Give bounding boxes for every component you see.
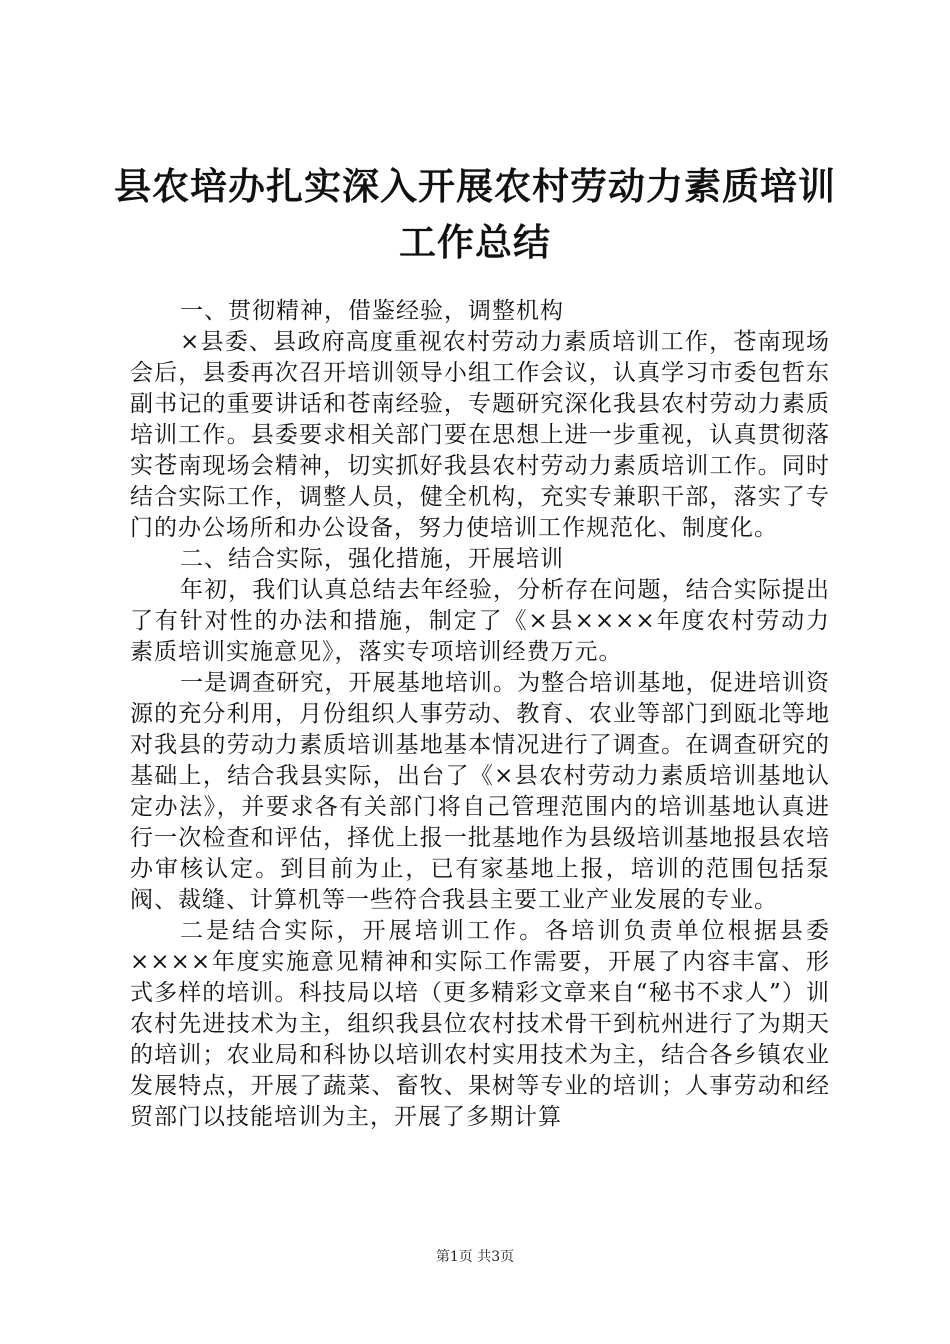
document-title: 县农培办扎实深入开展农村劳动力素质培训工作总结	[114, 164, 836, 264]
section-heading-2: 二、结合实际，强化措施，开展培训	[180, 546, 564, 572]
document-body	[130, 296, 830, 1133]
paragraph: 一是调查研究，开展基地培训。为整合培训基地，促进培训资源的充分利用，月份组织人事劳动、教育、农业等部门到瓯北等地对我县的劳动力素质培训基地基本情况进行了调查。在调查研究的基础上，结合我县实际，出台了《×县农村劳动力素质培训基地认定办法》，并要求各有关部门将自己管理范围内的培训基地认真进行一次检查和评估，择优上报一批基地作为县级培训基地报县农培办审核认定。到目前为止，已有家基地上报，培训的范围包括泵阀、裁缝、计算机等一些符合我县主要工业产业发展的专业。	[130, 670, 830, 913]
paragraph: 二是结合实际，开展培训工作。各培训负责单位根据县委××××年度实施意见精神和实际工作需要，开展了内容丰富、形式多样的培训。科技局以培（更多精彩文章来自“秘书不求人”）训农村先进技术为主，组织我县位农村技术骨干到杭州进行了为期天的培训；农业局和科协以培训农村实用技术为主，结合各乡镇农业发展特点，开展了蔬菜、畜牧、果树等专业的培训；人事劳动和经贸部门以技能培训为主，开展了多期计算	[130, 918, 830, 1130]
paragraph: ×县委、县政府高度重视农村劳动力素质培训工作，苍南现场会后，县委再次召开培训领导小组工作会议，认真学习市委包哲东副书记的重要讲话和苍南经验，专题研究深化我县农村劳动力素质培训工作。县委要求相关部门要在思想上进一步重视，认真贯彻落实苍南现场会精神，切实抓好我县农村劳动力素质培训工作。同时结合实际工作，调整人员，健全机构，充实专兼职干部，落实了专门的办公场所和办公设备，努力使培训工作规范化、制度化。	[130, 329, 830, 541]
section-heading-1: 一、贯彻精神，借鉴经验，调整机构	[180, 298, 564, 324]
page-number-footer: 第1页 共3页	[435, 1249, 515, 1265]
paragraph: 年初，我们认真总结去年经验，分析存在问题，结合实际提出了有针对性的办法和措施，制定了《×县××××年度农村劳动力素质培训实施意见》，落实专项培训经费万元。	[130, 577, 830, 665]
